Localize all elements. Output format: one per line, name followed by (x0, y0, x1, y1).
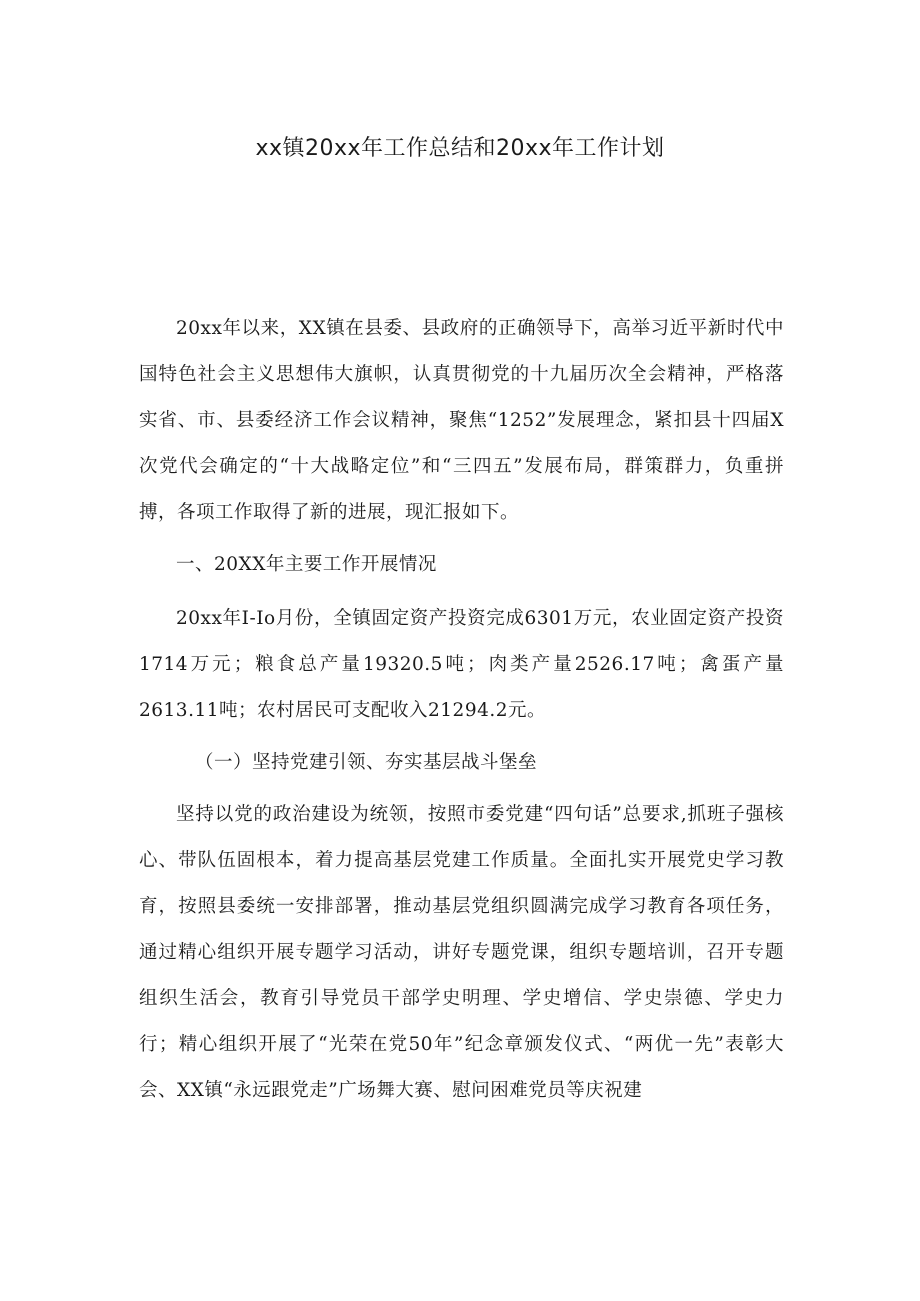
document-title: xx镇20xx年工作总结和20xx年工作计划 (255, 136, 665, 161)
subsection-paragraph: 坚持以党的政治建设为统领，按照市委党建“四句话”总要求,抓班子强核心、带队伍固根本，着力提高基层党建工作质量。全面扎实开展党史学习教育，按照县委统一安排部署，推动基层党组织圆满完成学习教育各项任务，通过精心组织开展专题学习活动，讲好专题党课，组织专题培训，召开专题组织生活会，教育引导党员干部学史明理、学史增信、学史崇德、学史力行；精心组织开展了“光荣在党50年”纪念章颁发仪式、“两优一先”表彰大会、XX镇“永远跟党走”广场舞大赛、慰问困难党员等庆祝建 (139, 804, 784, 1101)
subsection-heading: （一）坚持党建引领、夯实基层战斗堡垒 (195, 752, 538, 773)
section-heading: 一、20XX年主要工作开展情况 (176, 554, 437, 575)
document-body (139, 306, 784, 1120)
stats-paragraph: 20xx年I-Io月份，全镇固定资产投资完成6301万元，农业固定资产投资1714万元；粮食总产量19320.5吨；肉类产量2526.17吨；禽蛋产量2613.11吨；农村居民可支配收入21294.2元。 (139, 608, 784, 721)
intro-paragraph: 20xx年以来，XX镇在县委、县政府的正确领导下，高举习近平新时代中国特色社会主义思想伟大旗帜，认真贯彻党的十九届历次全会精神，严格落实省、市、县委经济工作会议精神，聚焦“1252”发展理念，紧扣县十四届X次党代会确定的“十大战略定位”和“三四五”发展布局，群策群力，负重拼搏，各项工作取得了新的进展，现汇报如下。 (139, 318, 784, 523)
